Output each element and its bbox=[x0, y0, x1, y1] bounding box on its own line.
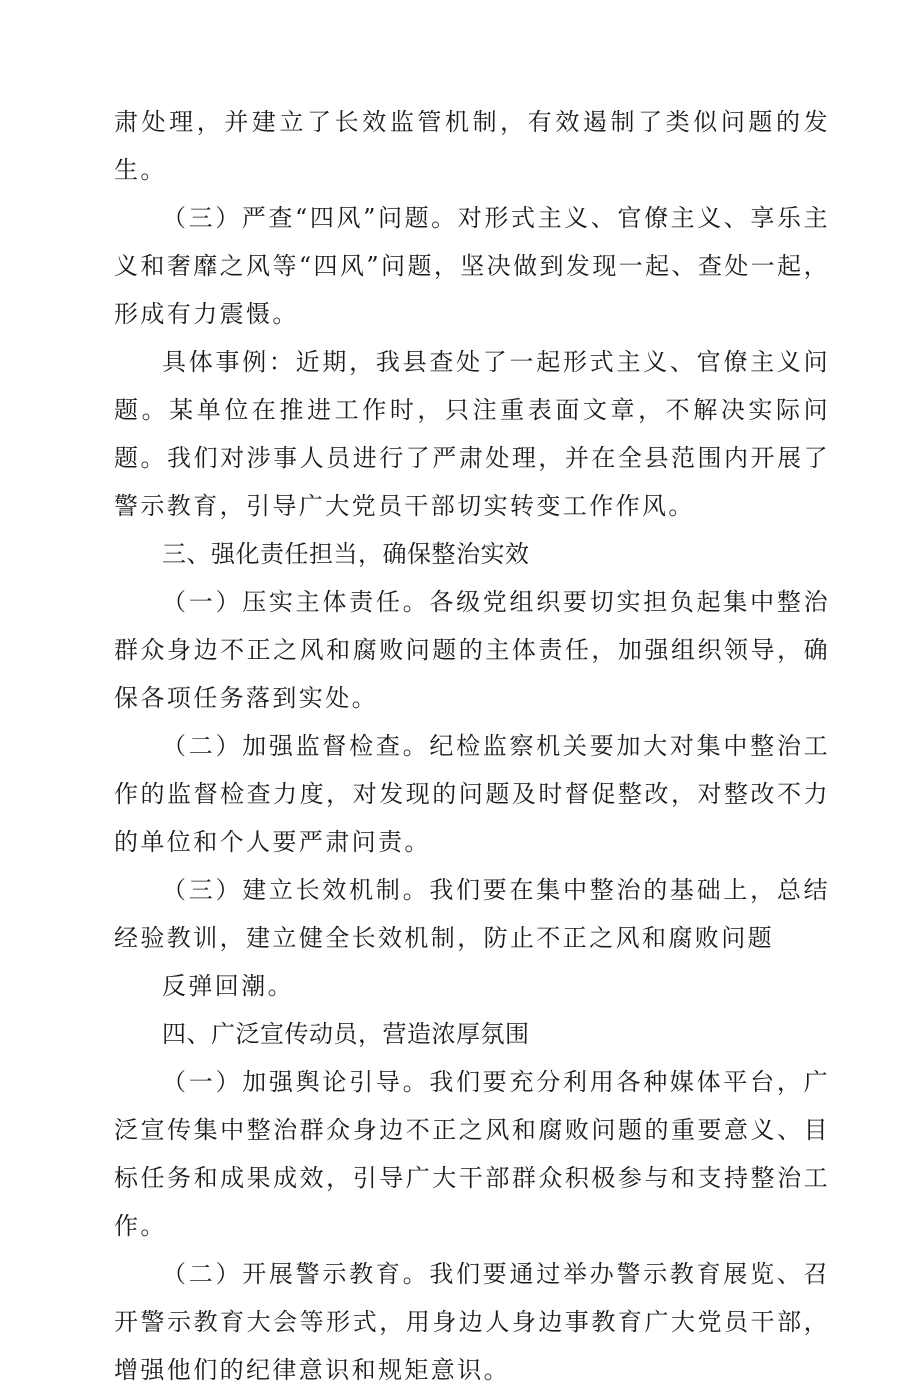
document-body bbox=[114, 98, 830, 1394]
section-heading-4: 四、广泛宣传动员，营造浓厚氛围 bbox=[162, 1020, 530, 1048]
paragraph-3-2: （二）加强监督检查。纪检监察机关要加大对集中整治工作的监督检查力度，对发现的问题及时督促整改，对整改不力的单位和个人要严肃问责。 bbox=[114, 732, 830, 856]
paragraph-example: 具体事例：近期，我县查处了一起形式主义、官僚主义问题。某单位在推进工作时，只注重表面文章，不解决实际问题。我们对涉事人员进行了严肃处理，并在全县范围内开展了警示教育，引导广大党员干部切实转变工作作风。 bbox=[114, 348, 830, 520]
paragraph-4-1: （一）加强舆论引导。我们要充分利用各种媒体平台，广泛宣传集中整治群众身边不正之风和腐败问题的重要意义、目标任务和成果成效，引导广大干部群众积极参与和支持整治工作。 bbox=[114, 1068, 830, 1240]
paragraph-3-3: （三）建立长效机制。我们要在集中整治的基础上，总结经验教训，建立健全长效机制，防止不正之风和腐败问题 bbox=[114, 876, 830, 952]
section-heading-3: 三、强化责任担当，确保整治实效 bbox=[162, 540, 530, 568]
paragraph-4-2: （二）开展警示教育。我们要通过举办警示教育展览、召开警示教育大会等形式，用身边人身边事教育广大党员干部，增强他们的纪律意识和规矩意识。 bbox=[114, 1260, 830, 1384]
paragraph-3-3-tail: 反弹回潮。 bbox=[162, 972, 294, 1000]
paragraph-sifeng: （三）严查“四风”问题。对形式主义、官僚主义、享乐主义和奢靡之风等“四风”问题，坚决做到发现一起、查处一起，形成有力震慑。 bbox=[114, 204, 830, 328]
paragraph-continuation: 肃处理，并建立了长效监管机制，有效遏制了类似问题的发生。 bbox=[114, 108, 830, 184]
paragraph-3-1: （一）压实主体责任。各级党组织要切实担负起集中整治群众身边不正之风和腐败问题的主体责任，加强组织领导，确保各项任务落到实处。 bbox=[114, 588, 830, 712]
